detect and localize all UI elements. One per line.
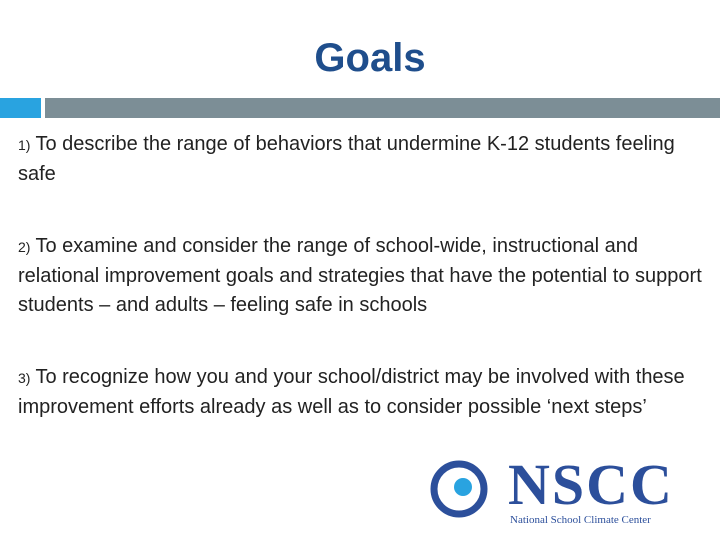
goal-text: To describe the range of behaviors that undermine K-12 students feeling safe [18,133,675,185]
goal-text: To recognize how you and your school/district may be involved with these improvement efforts already as well as to consider possible ‘next steps’ [18,366,685,418]
goal-item-1 [18,130,708,189]
header-divider-bar [45,98,720,118]
goal-number: 2) [18,239,31,255]
page-title: Goals [314,36,426,80]
header-accent-block [0,98,41,118]
logo-wordmark: NSCC [508,452,674,517]
nscc-globe-icon [430,460,488,518]
goal-item-2 [18,232,708,320]
nscc-logo [430,452,690,530]
goal-item-3 [18,363,708,422]
logo-subtitle: National School Climate Center [510,514,651,526]
goal-text: To examine and consider the range of school-wide, instructional and relational improvement goals and strategies that have the potential to support students – and adults – feeling safe in schools [18,235,702,316]
goal-number: 1) [18,137,31,153]
goals-list [18,130,708,422]
goal-number: 3) [18,370,31,386]
